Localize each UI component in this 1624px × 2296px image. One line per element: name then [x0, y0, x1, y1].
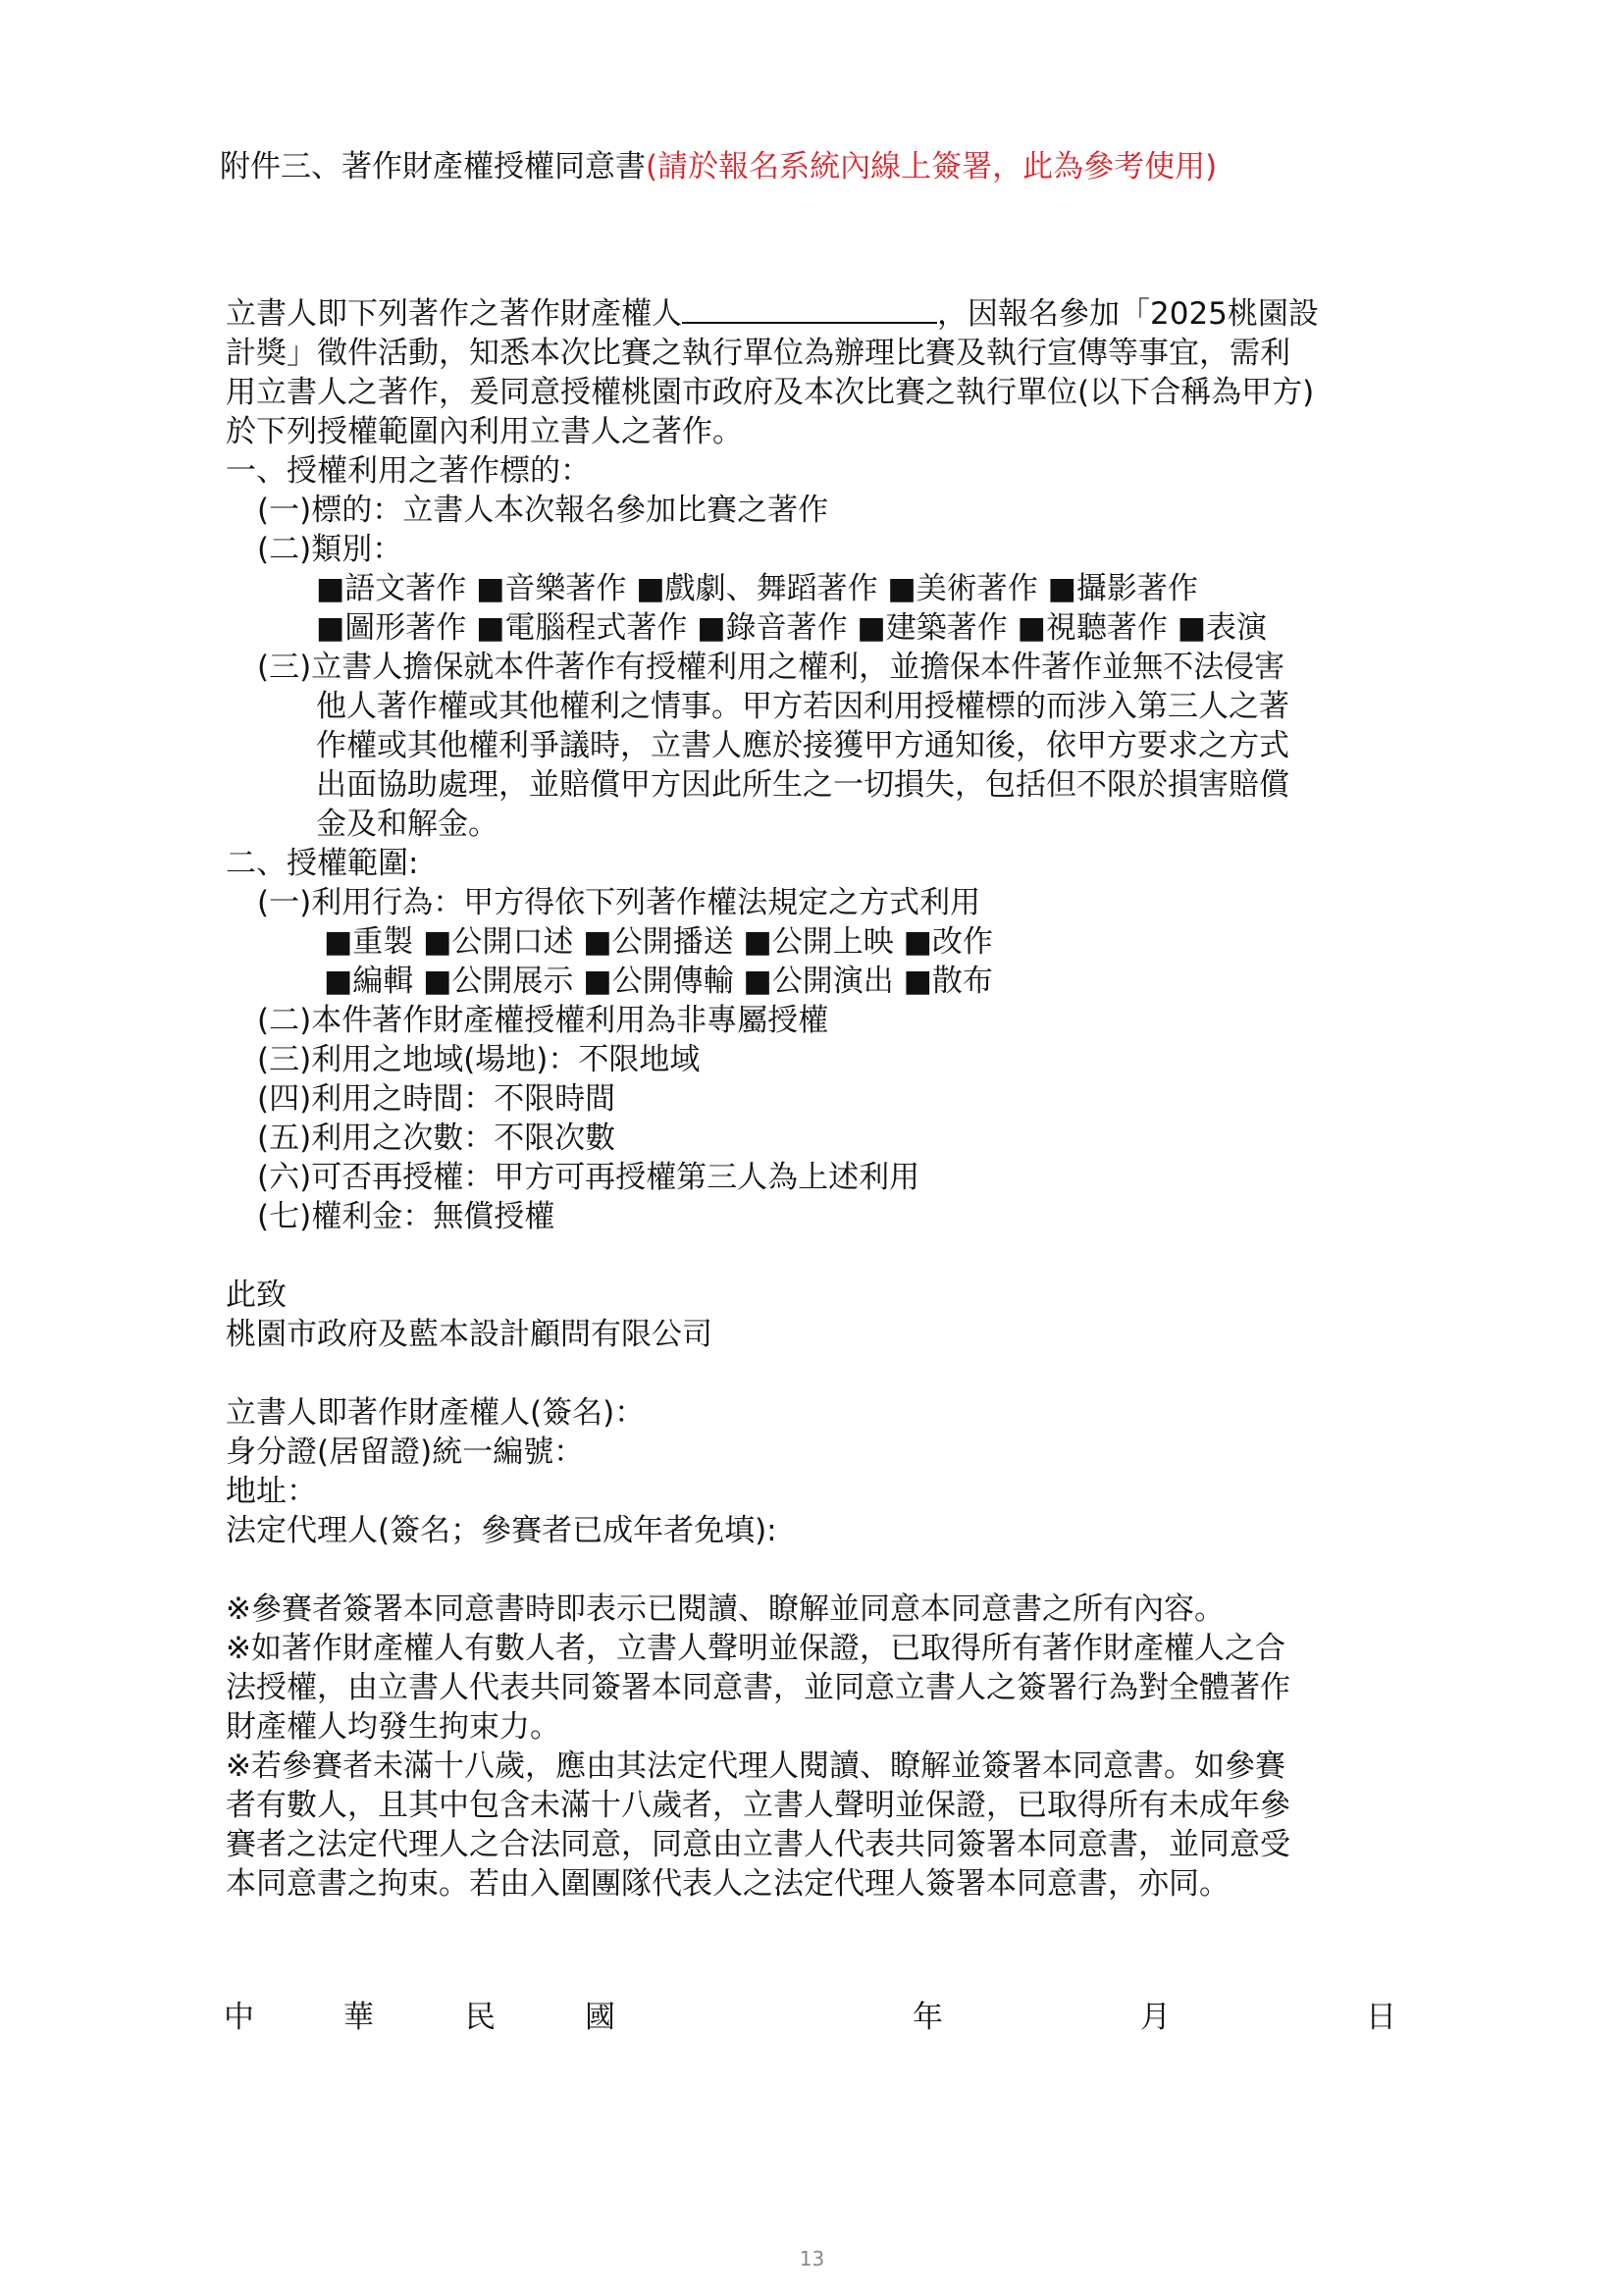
section1-item: (二)類別：: [257, 532, 403, 567]
note-line: 賽者之法定代理人之合法同意，同意由立書人代表共同簽署本同意書，並同意受: [226, 1827, 1290, 1862]
section1-item-cont: 金及和解金。: [316, 807, 498, 842]
page-number: 13: [799, 2247, 825, 2270]
section2-item: (七)權利金：無償授權: [257, 1199, 555, 1234]
section1-item-cont: 出面協助處理，並賠償甲方因此所生之一切損失，包括但不限於損害賠償: [316, 767, 1289, 803]
spacer: [226, 1354, 1403, 1393]
section1-heading: 一、授權利用之著作標的：: [226, 453, 591, 489]
intro-line: 計獎」徵件活動，知悉本次比賽之執行單位為辦理比賽及執行宣傳等事宜，需利: [226, 336, 1290, 371]
use-checklist: ■編輯 ■公開展示 ■公開傳輸 ■公開演出 ■散布: [324, 964, 993, 999]
signature-address: 地址：: [226, 1474, 317, 1509]
section2-item: (二)本件著作財產權授權利用為非專屬授權: [257, 1003, 829, 1038]
note-line: 財產權人均發生拘束力。: [226, 1709, 560, 1745]
date-char: 國: [585, 2000, 615, 2035]
date-char: 日: [1366, 2000, 1396, 2035]
intro-line: 於下列授權範圍內利用立書人之著作。: [226, 414, 743, 449]
section2-item: (六)可否再授權：甲方可再授權第三人為上述利用: [257, 1160, 920, 1195]
section1-item: (一)標的：立書人本次報名參加比賽之著作: [257, 493, 829, 528]
note-line: ※如著作財產權人有數人者，立書人聲明並保證，已取得所有著作財產權人之合: [226, 1631, 1285, 1666]
closing-salutation: 此致: [226, 1278, 287, 1313]
section1-item-cont: 他人著作權或其他權利之情事。甲方若因利用授權標的而涉入第三人之著: [316, 689, 1289, 724]
section2-item: (五)利用之次數：不限次數: [257, 1121, 616, 1156]
signature-signer: 立書人即著作財產權人(簽名)：: [226, 1395, 646, 1431]
date-char: 民: [465, 2000, 496, 2035]
section2-item: (一)利用行為：甲方得依下列著作權法規定之方式利用: [257, 885, 981, 920]
note-line: ※參賽者簽署本同意書時即表示已閱讀、瞭解並同意本同意書之所有內容。: [226, 1592, 1225, 1627]
intro-text: ，因報名參加「2025桃園設: [937, 296, 1319, 332]
closing-recipient: 桃園市政府及藍本設計顧問有限公司: [226, 1317, 712, 1352]
document-body: [226, 292, 1403, 1904]
title-note: (請於報名系統內線上簽署，此為參考使用): [646, 149, 1218, 184]
section2-heading: 二、授權範圍:: [226, 846, 419, 881]
section1-item-cont: 作權或其他權利爭議時，立書人應於接獲甲方通知後，依甲方要求之方式: [316, 728, 1289, 763]
section2-item: (三)利用之地域(場地)：不限地域: [257, 1042, 701, 1077]
intro-line: [226, 292, 1403, 334]
category-checklist: ■語文著作 ■音樂著作 ■戲劇、舞蹈著作 ■美術著作 ■攝影著作: [316, 571, 1198, 606]
use-checklist: ■重製 ■公開口述 ■公開播送 ■公開上映 ■改作: [324, 924, 993, 960]
signature-guardian: 法定代理人(簽名；參賽者已成年者免填):: [226, 1513, 777, 1548]
section1-item: (三)立書人擔保就本件著作有授權利用之權利，並擔保本件著作並無不法侵害: [257, 650, 1285, 685]
intro-line: 用立書人之著作，爰同意授權桃園市政府及本次比賽之執行單位(以下合稱為甲方): [226, 375, 1315, 410]
note-line: 法授權，由立書人代表共同簽署本同意書，並同意立書人之簽署行為對全體著作: [226, 1670, 1290, 1705]
owner-blank-line: [682, 292, 937, 324]
note-line: 者有數人，且其中包含未滿十八歲者，立書人聲明並保證，已取得所有未成年參: [226, 1788, 1290, 1823]
date-char: 中: [224, 2000, 254, 2035]
note-line: 本同意書之拘束。若由入圍團隊代表人之法定代理人簽署本同意書，亦同。: [226, 1866, 1230, 1902]
date-char: 年: [913, 2000, 943, 2035]
date-char: 月: [1140, 2000, 1171, 2035]
date-char: 華: [343, 2000, 374, 2035]
category-checklist: ■圖形著作 ■電腦程式著作 ■錄音著作 ■建築著作 ■視聽著作 ■表演: [316, 610, 1268, 646]
signature-id: 身分證(居留證)統一編號：: [226, 1435, 585, 1470]
intro-text: 立書人即下列著作之著作財產權人: [226, 296, 682, 332]
date-row: [0, 1992, 1624, 2035]
spacer: [226, 1236, 1403, 1276]
document-title: [220, 147, 1217, 186]
title-main: 附件三、著作財產權授權同意書: [220, 149, 646, 184]
section2-item: (四)利用之時間：不限時間: [257, 1081, 616, 1117]
note-line: ※若參賽者未滿十八歲，應由其法定代理人閱讀、瞭解並簽署本同意書。如參賽: [226, 1748, 1285, 1784]
spacer: [226, 1550, 1403, 1590]
